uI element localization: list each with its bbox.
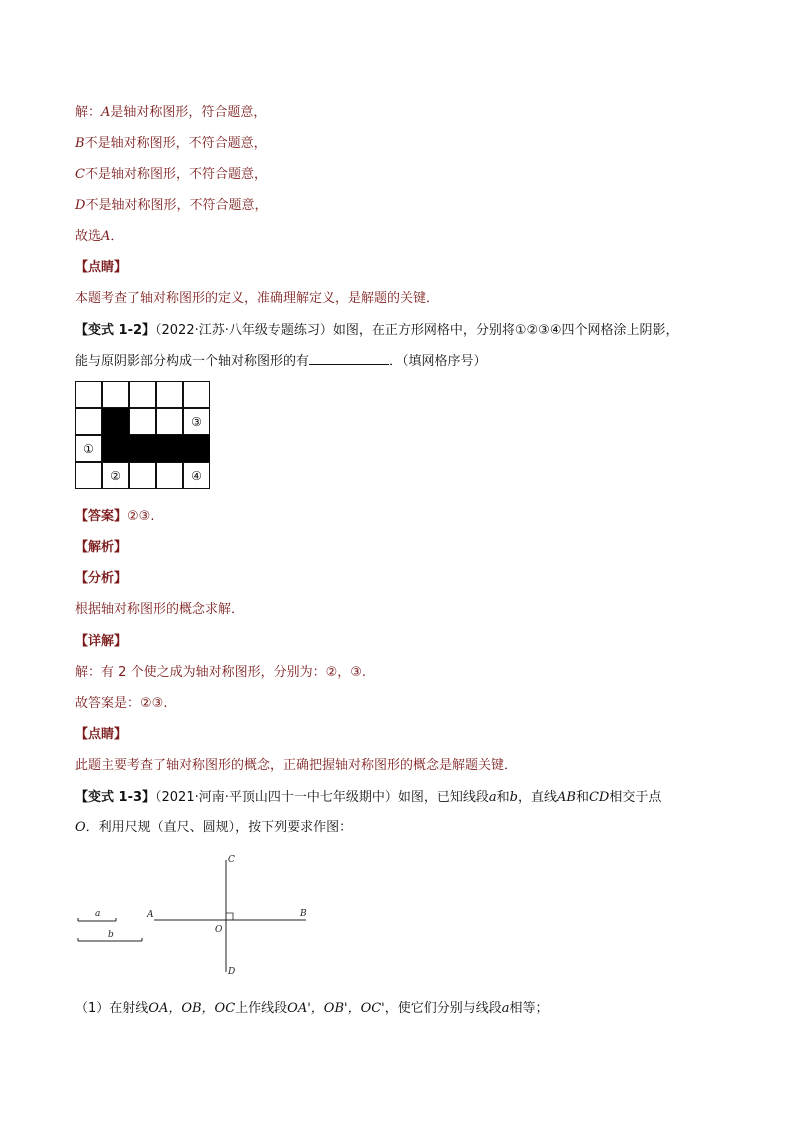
option-b: B (75, 136, 85, 151)
problem-text: ．利用尺规（直尺、圆规），按下列要求作图： (85, 820, 353, 835)
solution-line-a (75, 104, 735, 122)
grid-cell (129, 408, 156, 435)
problem-label: 【变式 1-2】 (75, 323, 156, 338)
grid-cell-shaded (183, 435, 210, 462)
period: . (163, 696, 168, 711)
question-text: ，使它们分别与线段 (384, 1001, 502, 1016)
final-answer-line (75, 695, 735, 713)
label-A: A (147, 910, 154, 920)
var-a: a (501, 1001, 510, 1016)
question-text: 上作线段 (235, 1001, 288, 1016)
solution-prefix: 解： (75, 105, 102, 120)
problem-1-2-line2 (75, 352, 735, 371)
label-b: b (108, 930, 114, 940)
problem-text: 如图，已知线段 (397, 790, 489, 805)
var-a: a (488, 790, 497, 805)
grid-cell-shaded (102, 408, 129, 435)
answer-label: 【答案】 (75, 509, 128, 524)
geometry-figure (70, 848, 320, 980)
fenxi-label: 【分析】 (75, 571, 128, 586)
grid-cell (183, 381, 210, 408)
grid-cell (129, 462, 156, 489)
grid-cell (75, 408, 102, 435)
problem-label: 【变式 1-3】 (75, 790, 156, 805)
detail-text: 个使之成为轴对称图形，分别为： (130, 665, 326, 680)
grid-cell-shaded (129, 435, 156, 462)
grid-cell (156, 462, 183, 489)
comment-label: 【点睛】 (75, 260, 128, 275)
var-b: b (509, 790, 518, 805)
detail-number: 2 (118, 665, 127, 680)
comment-text: 本题考查了轴对称图形的定义，准确理解定义，是解题的关键． (75, 291, 440, 306)
grid-cell (102, 381, 129, 408)
problem-1-3-line1 (75, 789, 735, 807)
segments: OA'，OB'，OC' (287, 1001, 385, 1016)
var-o: O (75, 820, 86, 835)
conclusion-text: 故选 (75, 229, 102, 244)
problem-text: 能与原阴影部分构成一个轴对称图形的有 (75, 354, 310, 369)
square-grid-figure (75, 381, 213, 493)
solution-text: 是轴对称图形，符合题意， (110, 105, 267, 120)
problem-1-3-line2 (75, 819, 735, 837)
detail-line (75, 664, 735, 682)
option-c: C (75, 167, 85, 182)
option-d: D (75, 198, 86, 213)
rays: OA，OB，OC (148, 1001, 236, 1016)
label-C: C (228, 855, 235, 865)
detail-answer: ②，③ (325, 665, 362, 680)
solution-text: 不是轴对称图形，不符合题意， (84, 136, 267, 151)
question-text: （1）在射线 (75, 1001, 149, 1016)
question-text: 相等； (509, 1001, 549, 1016)
answer-blank[interactable] (309, 352, 389, 365)
final-answer: ②③ (140, 696, 164, 711)
solution-line-b (75, 135, 735, 153)
solution-line-c (75, 166, 735, 184)
problem-text: ，直线 (518, 790, 558, 805)
solution-text: 不是轴对称图形，不符合题意， (85, 198, 268, 213)
grid-cell (156, 408, 183, 435)
grid-cell (156, 381, 183, 408)
answer-line (75, 508, 735, 526)
period: . (361, 665, 367, 680)
label-O: O (215, 925, 223, 935)
detail-text: 解：有 (75, 665, 115, 680)
solution-line-d (75, 197, 735, 215)
comment2-label: 【点睛】 (75, 727, 128, 742)
problem-text: 相交于点 (609, 790, 662, 805)
label-D: D (228, 967, 236, 977)
problem-text: 和 (496, 790, 510, 805)
solution-text: 不是轴对称图形，不符合题意， (84, 167, 267, 182)
solution-conclusion (75, 228, 735, 246)
problem-source: （2022·江苏·八年级专题练习） (155, 323, 333, 338)
grid-cell-3: ③ (183, 408, 210, 435)
grid-cell (75, 462, 102, 489)
grid-cell-4: ④ (183, 462, 210, 489)
problem-source: （2021·河南·平顶山四十一中七年级期中） (155, 790, 398, 805)
grid-cell-2: ② (102, 462, 129, 489)
label-a: a (95, 909, 101, 919)
var-cd: CD (588, 790, 610, 805)
problem-text: ．（填网格序号） (389, 354, 487, 369)
period: ． (110, 229, 124, 244)
option-a: A (101, 229, 111, 244)
grid-cell (129, 381, 156, 408)
comment2-text: 此题主要考查了轴对称图形的概念，正确把握轴对称图形的概念是解题关键． (75, 758, 518, 773)
grid-cell-shaded (156, 435, 183, 462)
grid-cell-1: ① (75, 435, 102, 462)
detail-label: 【详解】 (75, 634, 128, 649)
problem-text: 和 (575, 790, 589, 805)
question-1 (75, 1000, 735, 1018)
problem-text: 如图，在正方形网格中，分别将①②③④四个网格涂上阴影， (332, 323, 679, 338)
option-a: A (101, 105, 111, 120)
grid-cell (75, 381, 102, 408)
analysis-label: 【解析】 (75, 540, 128, 555)
answer-text: ②③. (127, 509, 155, 524)
grid-cell-shaded (102, 435, 129, 462)
label-B: B (300, 909, 307, 919)
problem-1-2-line1 (75, 322, 735, 340)
var-ab: AB (557, 790, 576, 805)
fenxi-text: 根据轴对称图形的概念求解． (75, 602, 245, 617)
final-text: 故答案是： (75, 696, 141, 711)
right-angle-mark (226, 913, 233, 920)
